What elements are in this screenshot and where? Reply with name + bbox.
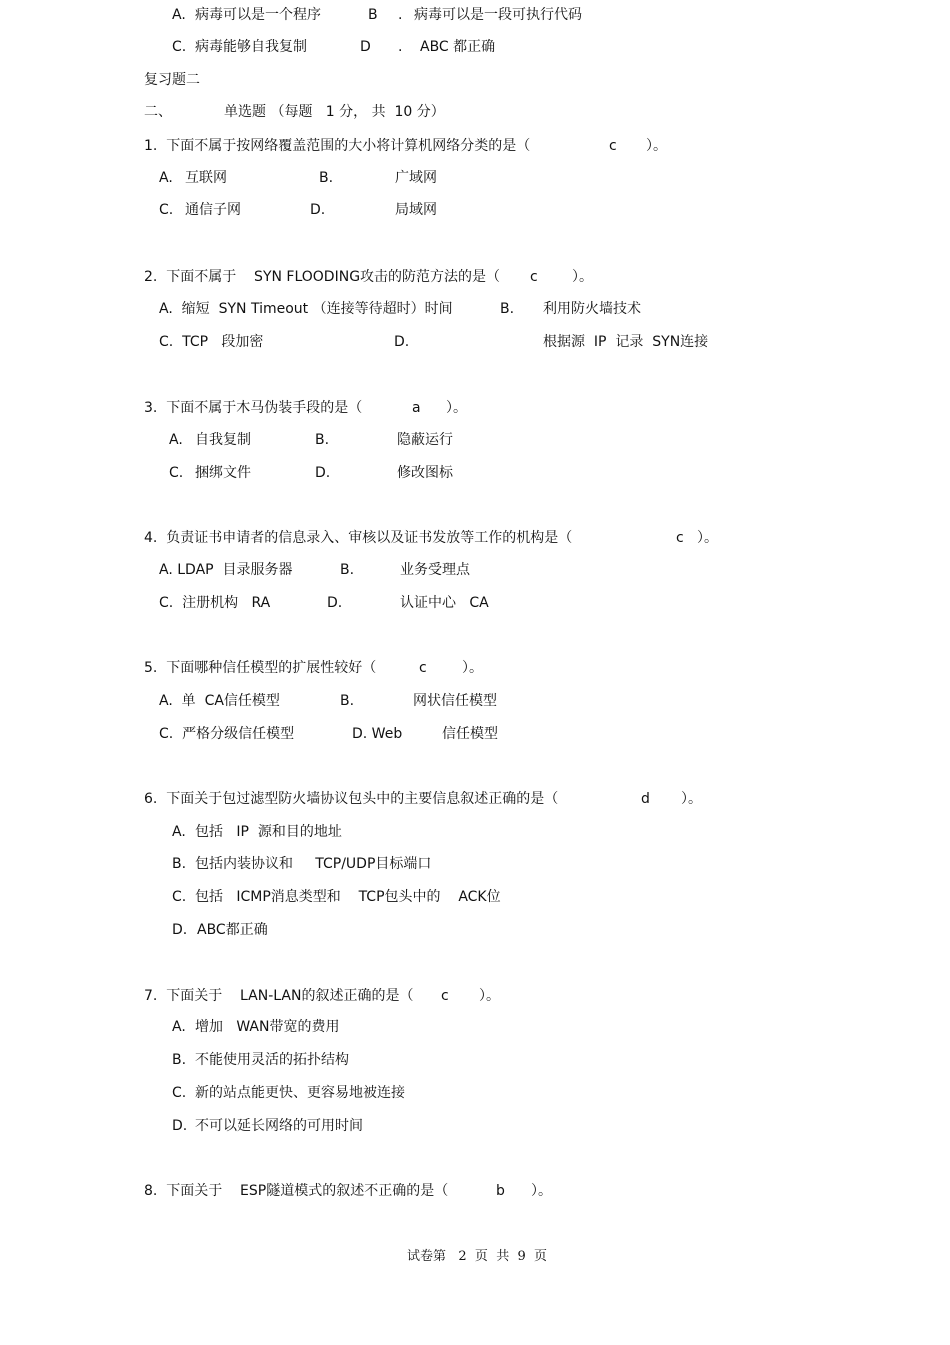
option-d-text: ABC都正确 <box>197 922 268 938</box>
option-d-letter: D. <box>172 922 188 938</box>
option-d-letter: D. <box>315 465 331 481</box>
section-heading-number: 二、 <box>144 104 172 120</box>
option-d-letter: D. <box>310 202 326 218</box>
option-b-text: 病毒可以是一段可执行代码 <box>414 7 582 23</box>
question-stem: 7. 下面关于 LAN-LAN的叙述正确的是（ <box>144 988 414 1004</box>
option-c-letter: C. <box>172 889 187 905</box>
option-c-text: C. TCP 段加密 <box>159 334 264 350</box>
option-a-text: 包括 IP 源和目的地址 <box>195 824 342 840</box>
option-c-letter: C. <box>159 202 174 218</box>
option-a-text: 自我复制 <box>195 432 251 448</box>
question-answer: c <box>419 660 427 676</box>
option-a-text: A. LDAP 目录服务器 <box>159 562 293 578</box>
option-b-text: 不能使用灵活的拓扑结构 <box>195 1052 349 1068</box>
option-a-text: 增加 WAN带宽的费用 <box>195 1019 340 1035</box>
question-close: ）。 <box>681 791 702 807</box>
option-d-text: 不可以延长网络的可用时间 <box>195 1118 363 1134</box>
option-d-letter: D <box>360 39 371 55</box>
option-b-letter: B <box>368 7 378 23</box>
question-answer: a <box>412 400 421 416</box>
question-stem: 3. 下面不属于木马伪装手段的是（ <box>144 400 363 416</box>
question-answer: c <box>676 530 684 546</box>
option-c-text: C. 严格分级信任模型 <box>159 726 295 742</box>
option-c-text: C. 注册机构 RA <box>159 595 271 611</box>
option-d-letter: D. <box>327 595 343 611</box>
option-d-text: 认证中心 CA <box>400 595 489 611</box>
option-b-text: 网状信任模型 <box>413 693 497 709</box>
question-answer: d <box>641 791 650 807</box>
question-answer: c <box>530 269 538 285</box>
option-c-text: 包括 ICMP消息类型和 TCP包头中的 ACK位 <box>195 889 501 905</box>
question-stem: 2. 下面不属于 SYN FLOODING攻击的防范方法的是（ <box>144 269 501 285</box>
option-b-text: 业务受理点 <box>400 562 470 578</box>
question-stem: 4. 负责证书申请者的信息录入、审核以及证书发放等工作的机构是（ <box>144 530 573 546</box>
option-c-text: 新的站点能更快、更容易地被连接 <box>195 1085 405 1101</box>
question-close: ）。 <box>479 988 500 1004</box>
question-close: ）。 <box>697 530 718 546</box>
option-c-letter: C. <box>172 39 187 55</box>
option-a-letter: A. <box>172 824 186 840</box>
option-c-text: 捆绑文件 <box>195 465 251 481</box>
question-close: ）。 <box>531 1183 552 1199</box>
option-a-letter: A. <box>159 170 173 186</box>
option-a-text: 病毒可以是一个程序 <box>195 7 321 23</box>
section-title: 复习题二 <box>144 72 200 88</box>
section-heading-text: 单选题 （每题 1 分， 共 10 分） <box>224 104 445 120</box>
option-c-text: 病毒能够自我复制 <box>195 39 307 55</box>
option-d-dot: . <box>398 39 403 55</box>
question-answer: b <box>496 1183 505 1199</box>
option-d-letter: D. <box>172 1118 188 1134</box>
option-c-letter: C. <box>169 465 184 481</box>
question-close: ）。 <box>446 400 467 416</box>
option-c-letter: C. <box>172 1085 187 1101</box>
option-b-letter: B. <box>319 170 334 186</box>
option-a-text: A. 单 CA信任模型 <box>159 693 280 709</box>
option-b-letter: B. <box>315 432 330 448</box>
option-a-text: A. 缩短 SYN Timeout （连接等待超时）时间 <box>159 301 453 317</box>
option-c-text: 通信子网 <box>185 202 241 218</box>
question-answer: c <box>609 138 617 154</box>
option-d-text: ABC 都正确 <box>420 39 496 55</box>
option-a-letter: A. <box>169 432 183 448</box>
option-d-text: 根据源 IP 记录 SYN连接 <box>543 334 709 350</box>
option-d-letter: D. Web <box>352 726 403 742</box>
option-b-text: 包括内装协议和 TCP/UDP目标端口 <box>195 856 432 872</box>
question-close: ）。 <box>572 269 593 285</box>
option-d-text: 局域网 <box>395 202 437 218</box>
question-stem: 6. 下面关于包过滤型防火墙协议包头中的主要信息叙述正确的是（ <box>144 791 559 807</box>
option-b-dot: . <box>398 7 403 23</box>
option-d-letter: D. <box>394 334 410 350</box>
option-b-letter: B. <box>172 1052 187 1068</box>
option-a-letter: A. <box>172 1019 186 1035</box>
question-answer: c <box>441 988 449 1004</box>
option-a-letter: A. <box>172 7 186 23</box>
option-b-text: 利用防火墙技术 <box>543 301 641 317</box>
question-stem: 8. 下面关于 ESP隧道模式的叙述不正确的是（ <box>144 1183 449 1199</box>
option-b-text: 隐蔽运行 <box>397 432 453 448</box>
question-close: ）。 <box>646 138 667 154</box>
option-b-letter: B. <box>340 562 355 578</box>
option-b-letter: B. <box>340 693 355 709</box>
option-d-text: 信任模型 <box>442 726 498 742</box>
option-b-text: 广域网 <box>395 170 437 186</box>
question-stem: 5. 下面哪种信任模型的扩展性较好（ <box>144 660 377 676</box>
option-a-text: 互联网 <box>185 170 227 186</box>
page-footer: 试卷第 2 页 共 9 页 <box>407 1249 547 1264</box>
question-stem: 1. 下面不属于按网络覆盖范围的大小将计算机网络分类的是（ <box>144 138 531 154</box>
option-d-text: 修改图标 <box>397 465 453 481</box>
question-close: ）。 <box>462 660 483 676</box>
option-b-letter: B. <box>172 856 187 872</box>
option-b-letter: B. <box>500 301 515 317</box>
